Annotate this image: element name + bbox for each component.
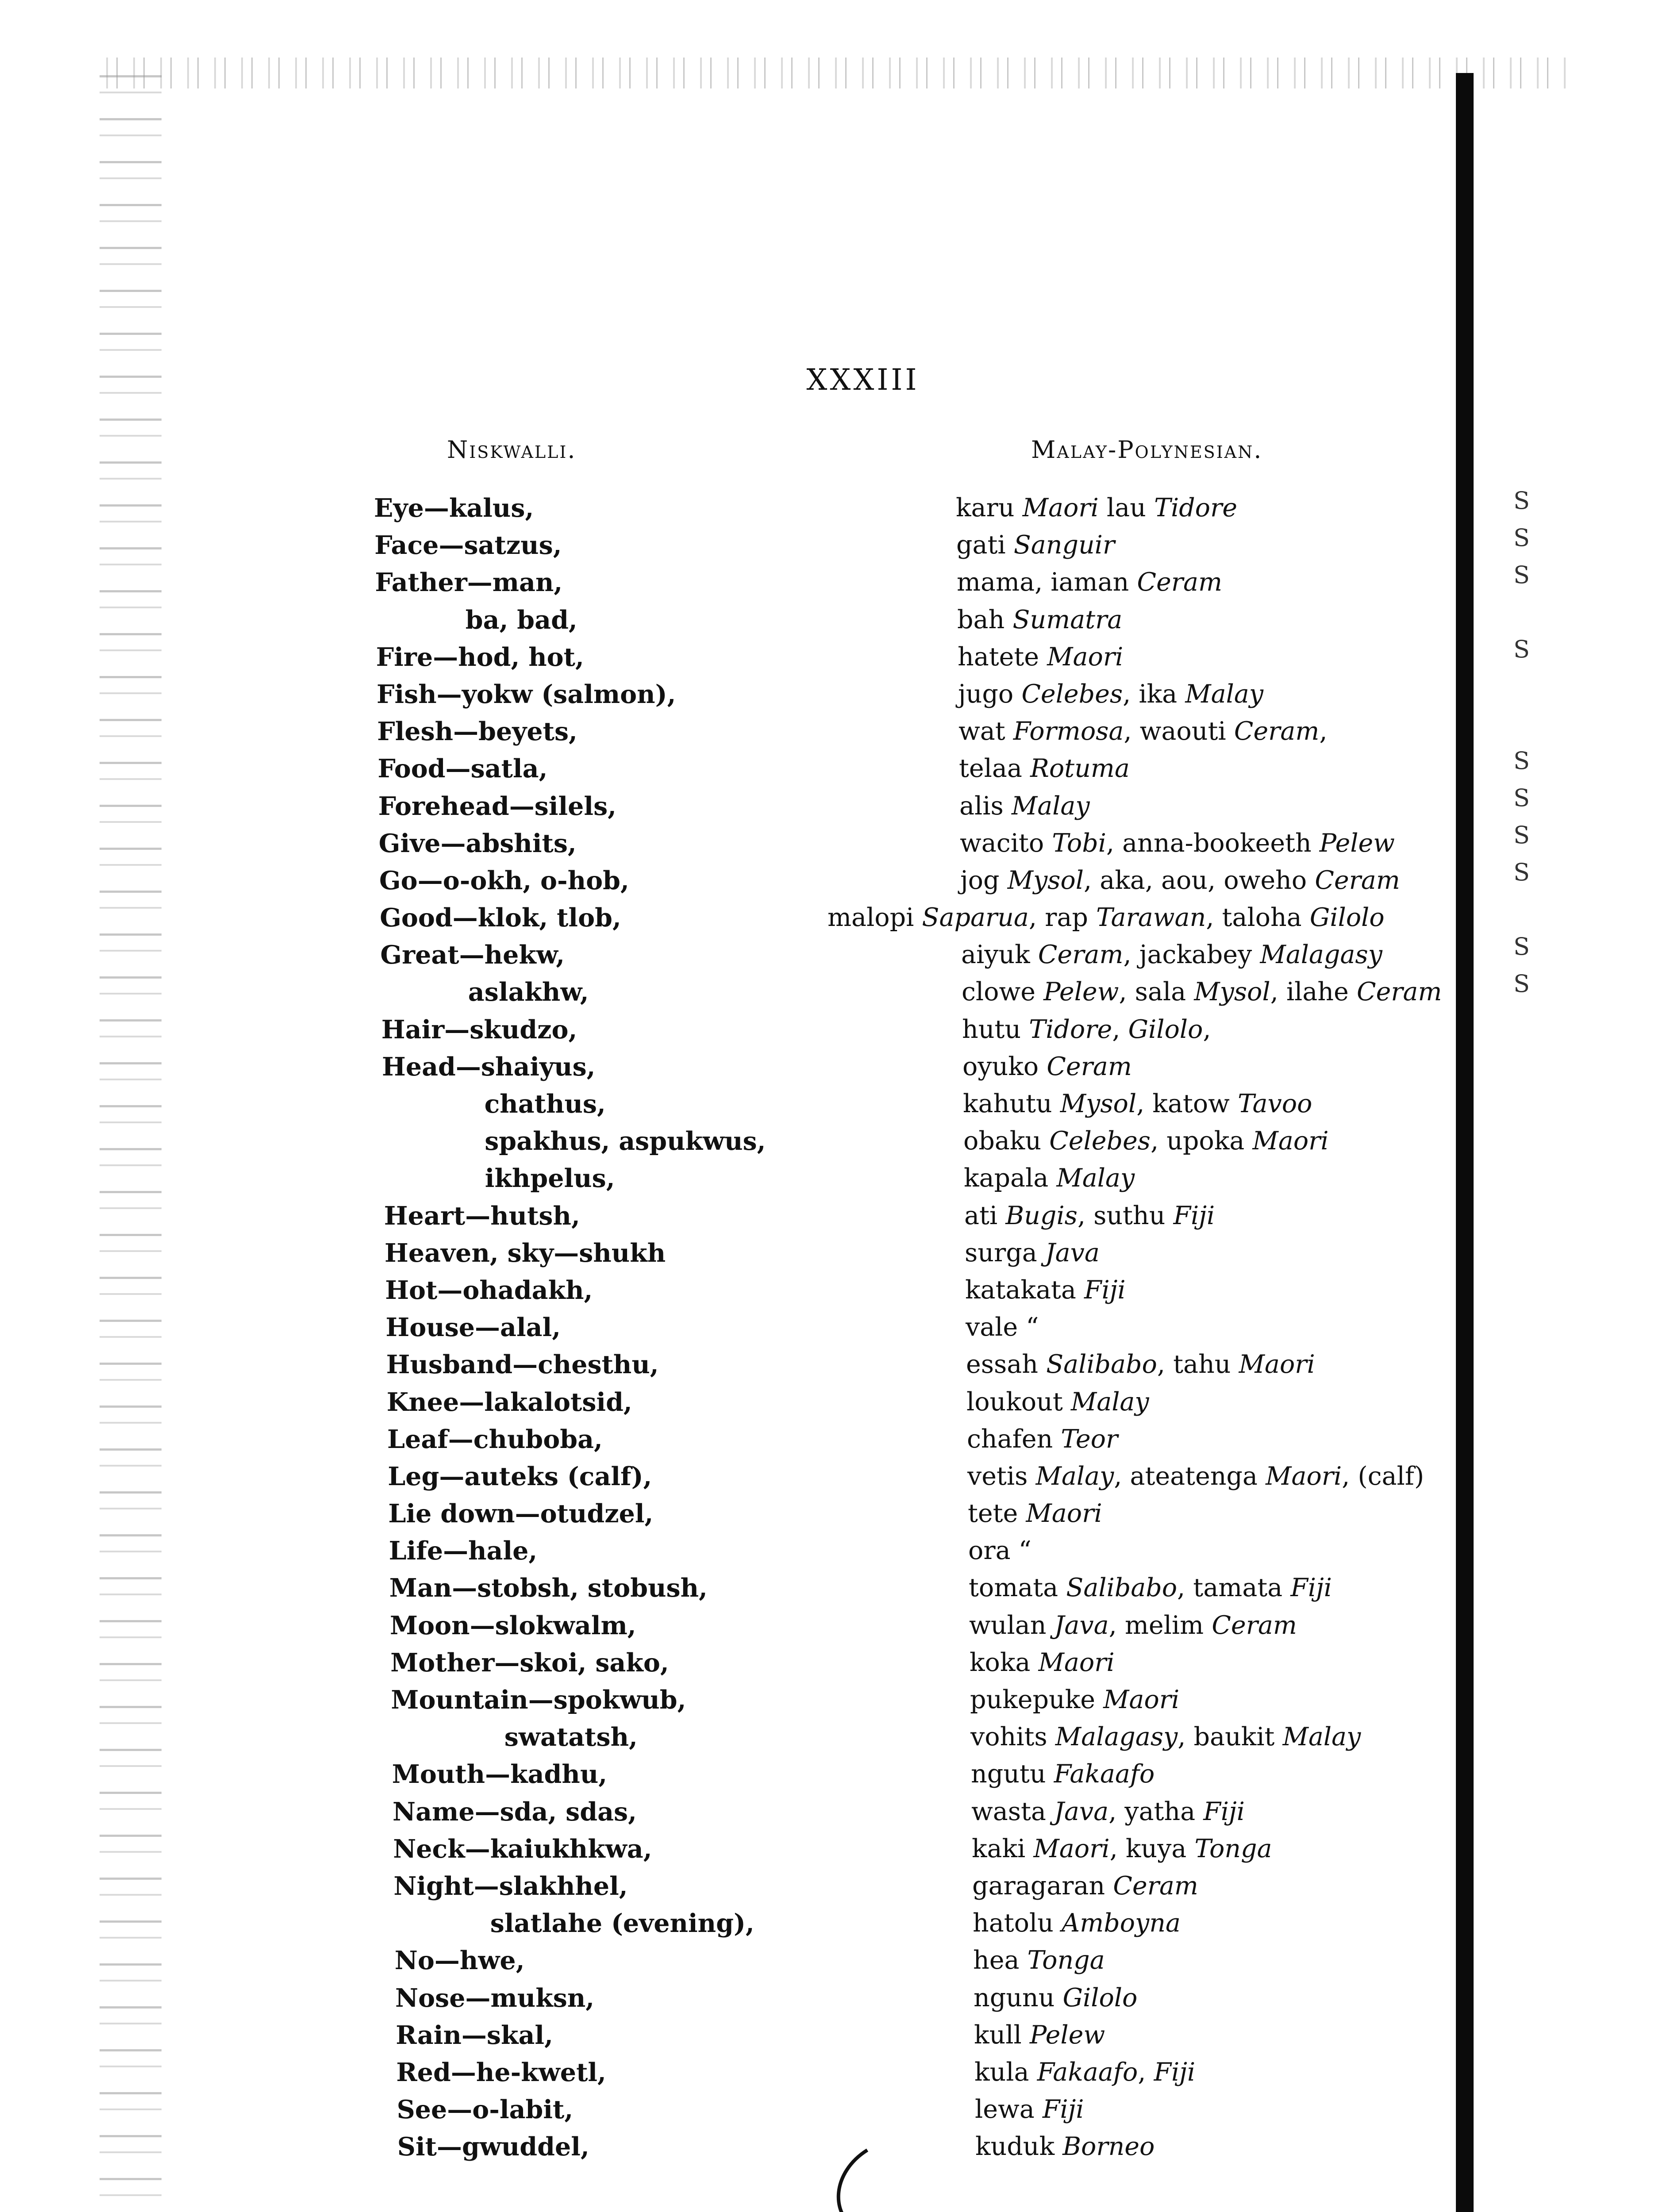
malay-polynesian-entry: alis Malay [959, 791, 1090, 821]
malay-polynesian-entry: kuduk Borneo [975, 2132, 1155, 2162]
vocabulary-row [0, 493, 1659, 530]
malay-polynesian-entry: tete Maori [968, 1499, 1102, 1528]
niskwalli-entry: Head—shaiyus, [382, 1052, 596, 1082]
malay-polynesian-entry: hutu Tidore, Gilolo, [962, 1014, 1211, 1044]
vocabulary-row [0, 1238, 1659, 1275]
niskwalli-entry: aslakhw, [468, 977, 589, 1007]
malay-polynesian-entry: wulan Java, melim Ceram [969, 1610, 1297, 1640]
vocabulary-row [0, 1536, 1659, 1573]
facing-page-letter [1513, 705, 1549, 742]
vocabulary-row [0, 1275, 1659, 1313]
vocabulary-row [0, 680, 1659, 717]
niskwalli-entry: ba, bad, [465, 605, 577, 635]
niskwalli-entry: Fish—yokw (salmon), [377, 679, 676, 709]
malay-polynesian-entry: oyuko Ceram [962, 1052, 1132, 1081]
malay-polynesian-entry: clowe Pelew, sala Mysol, ilahe Ceram [962, 977, 1442, 1007]
malay-polynesian-entry: hea Tonga [973, 1946, 1105, 1975]
malay-polynesian-entry: wacito Tobi, anna-bookeeth Pelew [960, 828, 1395, 858]
vocabulary-row [0, 1611, 1659, 1648]
malay-polynesian-entry: obaku Celebes, upoka Maori [963, 1126, 1329, 1156]
niskwalli-entry: Nose—muksn, [395, 1983, 595, 2013]
niskwalli-entry: Man—stobsh, stobush, [389, 1573, 708, 1603]
niskwalli-entry: Mouth—kadhu, [392, 1759, 608, 1790]
vocabulary-row [0, 1164, 1659, 1201]
vocabulary-row [0, 568, 1659, 605]
malay-polynesian-entry: kaki Maori, kuya Tonga [972, 1834, 1272, 1863]
niskwalli-entry: chathus, [484, 1089, 606, 1119]
malay-polynesian-entry: aiyuk Ceram, jackabey Malagasy [961, 940, 1382, 970]
malay-polynesian-entry: garagaran Ceram [972, 1871, 1198, 1901]
vocabulary-row [0, 530, 1659, 568]
niskwalli-entry: slatlahe (evening), [490, 1909, 754, 1939]
vocabulary-row [0, 2020, 1659, 2058]
facing-page-letter: S [1513, 821, 1530, 849]
vocabulary-row [0, 717, 1659, 754]
vocabulary-row [0, 1350, 1659, 1387]
malay-polynesian-entry: katakata Fiji [965, 1275, 1126, 1305]
vocabulary-row [0, 977, 1659, 1014]
malay-polynesian-entry: chafen Teor [967, 1424, 1118, 1454]
vocabulary-row [0, 1089, 1659, 1126]
facing-page-letter: S [1513, 933, 1530, 960]
niskwalli-entry: Moon—slokwalm, [390, 1610, 636, 1640]
niskwalli-entry: Eye—kalus, [374, 493, 534, 523]
vocabulary-row [0, 1462, 1659, 1499]
page-number: XXXIII [806, 363, 920, 397]
malay-polynesian-entry: jugo Celebes, ika Malay [958, 679, 1263, 709]
column-header-niskwalli: Niskwalli. [447, 436, 577, 464]
malay-polynesian-entry: wasta Java, yatha Fiji [971, 1797, 1245, 1826]
vocabulary-row [0, 1126, 1659, 1164]
niskwalli-entry: Go—o-okh, o-hob, [379, 865, 629, 895]
niskwalli-entry: Sit—gwuddel, [397, 2132, 589, 2162]
facing-page-letter: S [1513, 784, 1530, 812]
vocabulary-row [0, 754, 1659, 791]
vocabulary-row [0, 1573, 1659, 1610]
niskwalli-entry: Heaven, sky—shukh [385, 1238, 666, 1268]
facing-page-letter: S [1513, 970, 1530, 998]
malay-polynesian-entry: ngutu Fakaafo [971, 1759, 1155, 1789]
vocabulary-row [0, 1797, 1659, 1834]
malay-polynesian-entry: mama, iaman Ceram [957, 568, 1223, 597]
vocabulary-row [0, 1871, 1659, 1909]
facing-page-letter: S [1513, 635, 1530, 663]
malay-polynesian-entry: bah Sumatra [957, 605, 1123, 634]
niskwalli-entry: Husband—chesthu, [386, 1350, 659, 1380]
vocabulary-row [0, 903, 1659, 940]
malay-polynesian-entry: loukout Malay [966, 1387, 1149, 1417]
malay-polynesian-entry: tomata Salibabo, tamata Fiji [969, 1573, 1332, 1603]
niskwalli-entry: Leg—auteks (calf), [388, 1461, 652, 1491]
scan-edge-top [106, 58, 1567, 88]
malay-polynesian-entry: wat Formosa, waouti Ceram, [958, 717, 1328, 746]
niskwalli-entry: Hair—skudzo, [381, 1014, 577, 1045]
vocabulary-row [0, 642, 1659, 680]
malay-polynesian-entry: kull Pelew [974, 2020, 1105, 2050]
vocabulary-row [0, 1499, 1659, 1536]
niskwalli-entry: Mother—skoi, sako, [390, 1647, 669, 1678]
vocabulary-row [0, 1685, 1659, 1722]
malay-polynesian-entry: essah Salibabo, tahu Maori [966, 1350, 1315, 1379]
vocabulary-row [0, 1648, 1659, 1685]
niskwalli-entry: No—hwe, [394, 1946, 525, 1976]
niskwalli-entry: spakhus, aspukwus, [485, 1126, 766, 1156]
vocabulary-row [0, 1425, 1659, 1462]
niskwalli-entry: Name—sda, sdas, [393, 1797, 637, 1827]
malay-polynesian-entry: karu Maori lau Tidore [956, 493, 1237, 522]
malay-polynesian-entry: jog Mysol, aka, aou, oweho Ceram [960, 865, 1400, 895]
facing-page-fragments [1513, 482, 1549, 1898]
malay-polynesian-entry: vale “ [966, 1313, 1039, 1342]
malay-polynesian-entry: hatolu Amboyna [973, 1909, 1181, 1938]
niskwalli-entry: Life—hale, [389, 1536, 538, 1566]
facing-page-letter: S [1513, 487, 1530, 515]
malay-polynesian-entry: koka Maori [970, 1647, 1115, 1677]
ink-flourish [814, 2146, 929, 2212]
vocabulary-row [0, 1387, 1659, 1425]
niskwalli-entry: Forehead—silels, [378, 791, 617, 821]
malay-polynesian-entry: lewa Fiji [975, 2095, 1084, 2124]
malay-polynesian-entry: hatete Maori [958, 642, 1124, 672]
malay-polynesian-entry: gati Sanguir [956, 530, 1115, 560]
vocabulary-row [0, 940, 1659, 977]
vocabulary-row [0, 866, 1659, 903]
malay-polynesian-entry: ati Bugis, suthu Fiji [964, 1201, 1215, 1230]
niskwalli-entry: Great—hekw, [380, 940, 565, 970]
column-header-malay-polynesian: Malay-Polynesian. [1031, 436, 1263, 464]
vocabulary-row [0, 1909, 1659, 1946]
vocabulary-row [0, 1759, 1659, 1797]
facing-page-letter: S [1513, 858, 1530, 886]
malay-polynesian-entry: ngunu Gilolo [974, 1983, 1138, 2012]
vocabulary-row [0, 1834, 1659, 1871]
niskwalli-entry: Red—he-kwetl, [396, 2057, 606, 2087]
niskwalli-entry: Neck—kaiukhkwa, [393, 1834, 652, 1864]
malay-polynesian-entry: kula Fakaafo, Fiji [974, 2057, 1196, 2087]
niskwalli-entry: Fire—hod, hot, [376, 642, 584, 672]
niskwalli-entry: Food—satla, [377, 754, 548, 784]
facing-page-letter [1513, 891, 1549, 928]
vocabulary-row [0, 2095, 1659, 2132]
facing-page-letter: S [1513, 561, 1530, 589]
malay-polynesian-entry: vohits Malagasy, baukit Malay [970, 1722, 1361, 1752]
niskwalli-entry: Father—man, [375, 568, 563, 598]
niskwalli-entry: Face—satzus, [374, 530, 562, 561]
niskwalli-entry: Night—slakhhel, [393, 1871, 628, 1901]
vocabulary-row [0, 1052, 1659, 1089]
niskwalli-entry: Good—klok, tlob, [380, 903, 621, 933]
facing-page-letter [1513, 594, 1549, 631]
niskwalli-entry: Rain—skal, [396, 2020, 553, 2050]
malay-polynesian-entry: telaa Rotuma [959, 754, 1130, 783]
vocabulary-row [0, 1201, 1659, 1238]
niskwalli-entry: Give—abshits, [378, 828, 577, 858]
vocabulary-row [0, 829, 1659, 866]
malay-polynesian-entry: ora “ [968, 1536, 1032, 1566]
niskwalli-entry: Hot—ohadakh, [385, 1275, 593, 1305]
malay-polynesian-entry: vetis Malay, ateatenga Maori, (calf) [967, 1461, 1424, 1491]
vocabulary-row [0, 791, 1659, 829]
niskwalli-entry: ikhpelus, [485, 1164, 615, 1194]
vocabulary-table [0, 493, 1659, 2169]
niskwalli-entry: Mountain—spokwub, [391, 1685, 686, 1715]
vocabulary-row [0, 1015, 1659, 1052]
niskwalli-entry: House—alal, [385, 1313, 561, 1343]
vocabulary-row [0, 1946, 1659, 1983]
niskwalli-entry: Knee—lakalotsid, [386, 1387, 632, 1417]
facing-page-letter: S [1513, 524, 1530, 552]
malay-polynesian-entry: malopi Saparua, rap Tarawan, taloha Gilolo [828, 903, 1385, 933]
niskwalli-entry: Lie down—otudzel, [388, 1499, 654, 1529]
malay-polynesian-entry: kapala Malay [964, 1164, 1135, 1193]
vocabulary-row [0, 2058, 1659, 2095]
vocabulary-row [0, 1722, 1659, 1759]
niskwalli-entry: Heart—hutsh, [384, 1201, 580, 1231]
facing-page-letter [1513, 668, 1549, 705]
niskwalli-entry: Flesh—beyets, [377, 717, 577, 747]
malay-polynesian-entry: kahutu Mysol, katow Tavoo [963, 1089, 1313, 1118]
niskwalli-entry: Leaf—chuboba, [387, 1424, 603, 1454]
malay-polynesian-entry: pukepuke Maori [970, 1685, 1180, 1714]
vocabulary-row [0, 1313, 1659, 1350]
vocabulary-row [0, 605, 1659, 642]
malay-polynesian-entry: surga Java [965, 1238, 1100, 1267]
facing-page-letter: S [1513, 747, 1530, 775]
niskwalli-entry: See—o-labit, [396, 2095, 574, 2125]
niskwalli-entry: swatatsh, [504, 1722, 638, 1752]
vocabulary-row [0, 1983, 1659, 2020]
